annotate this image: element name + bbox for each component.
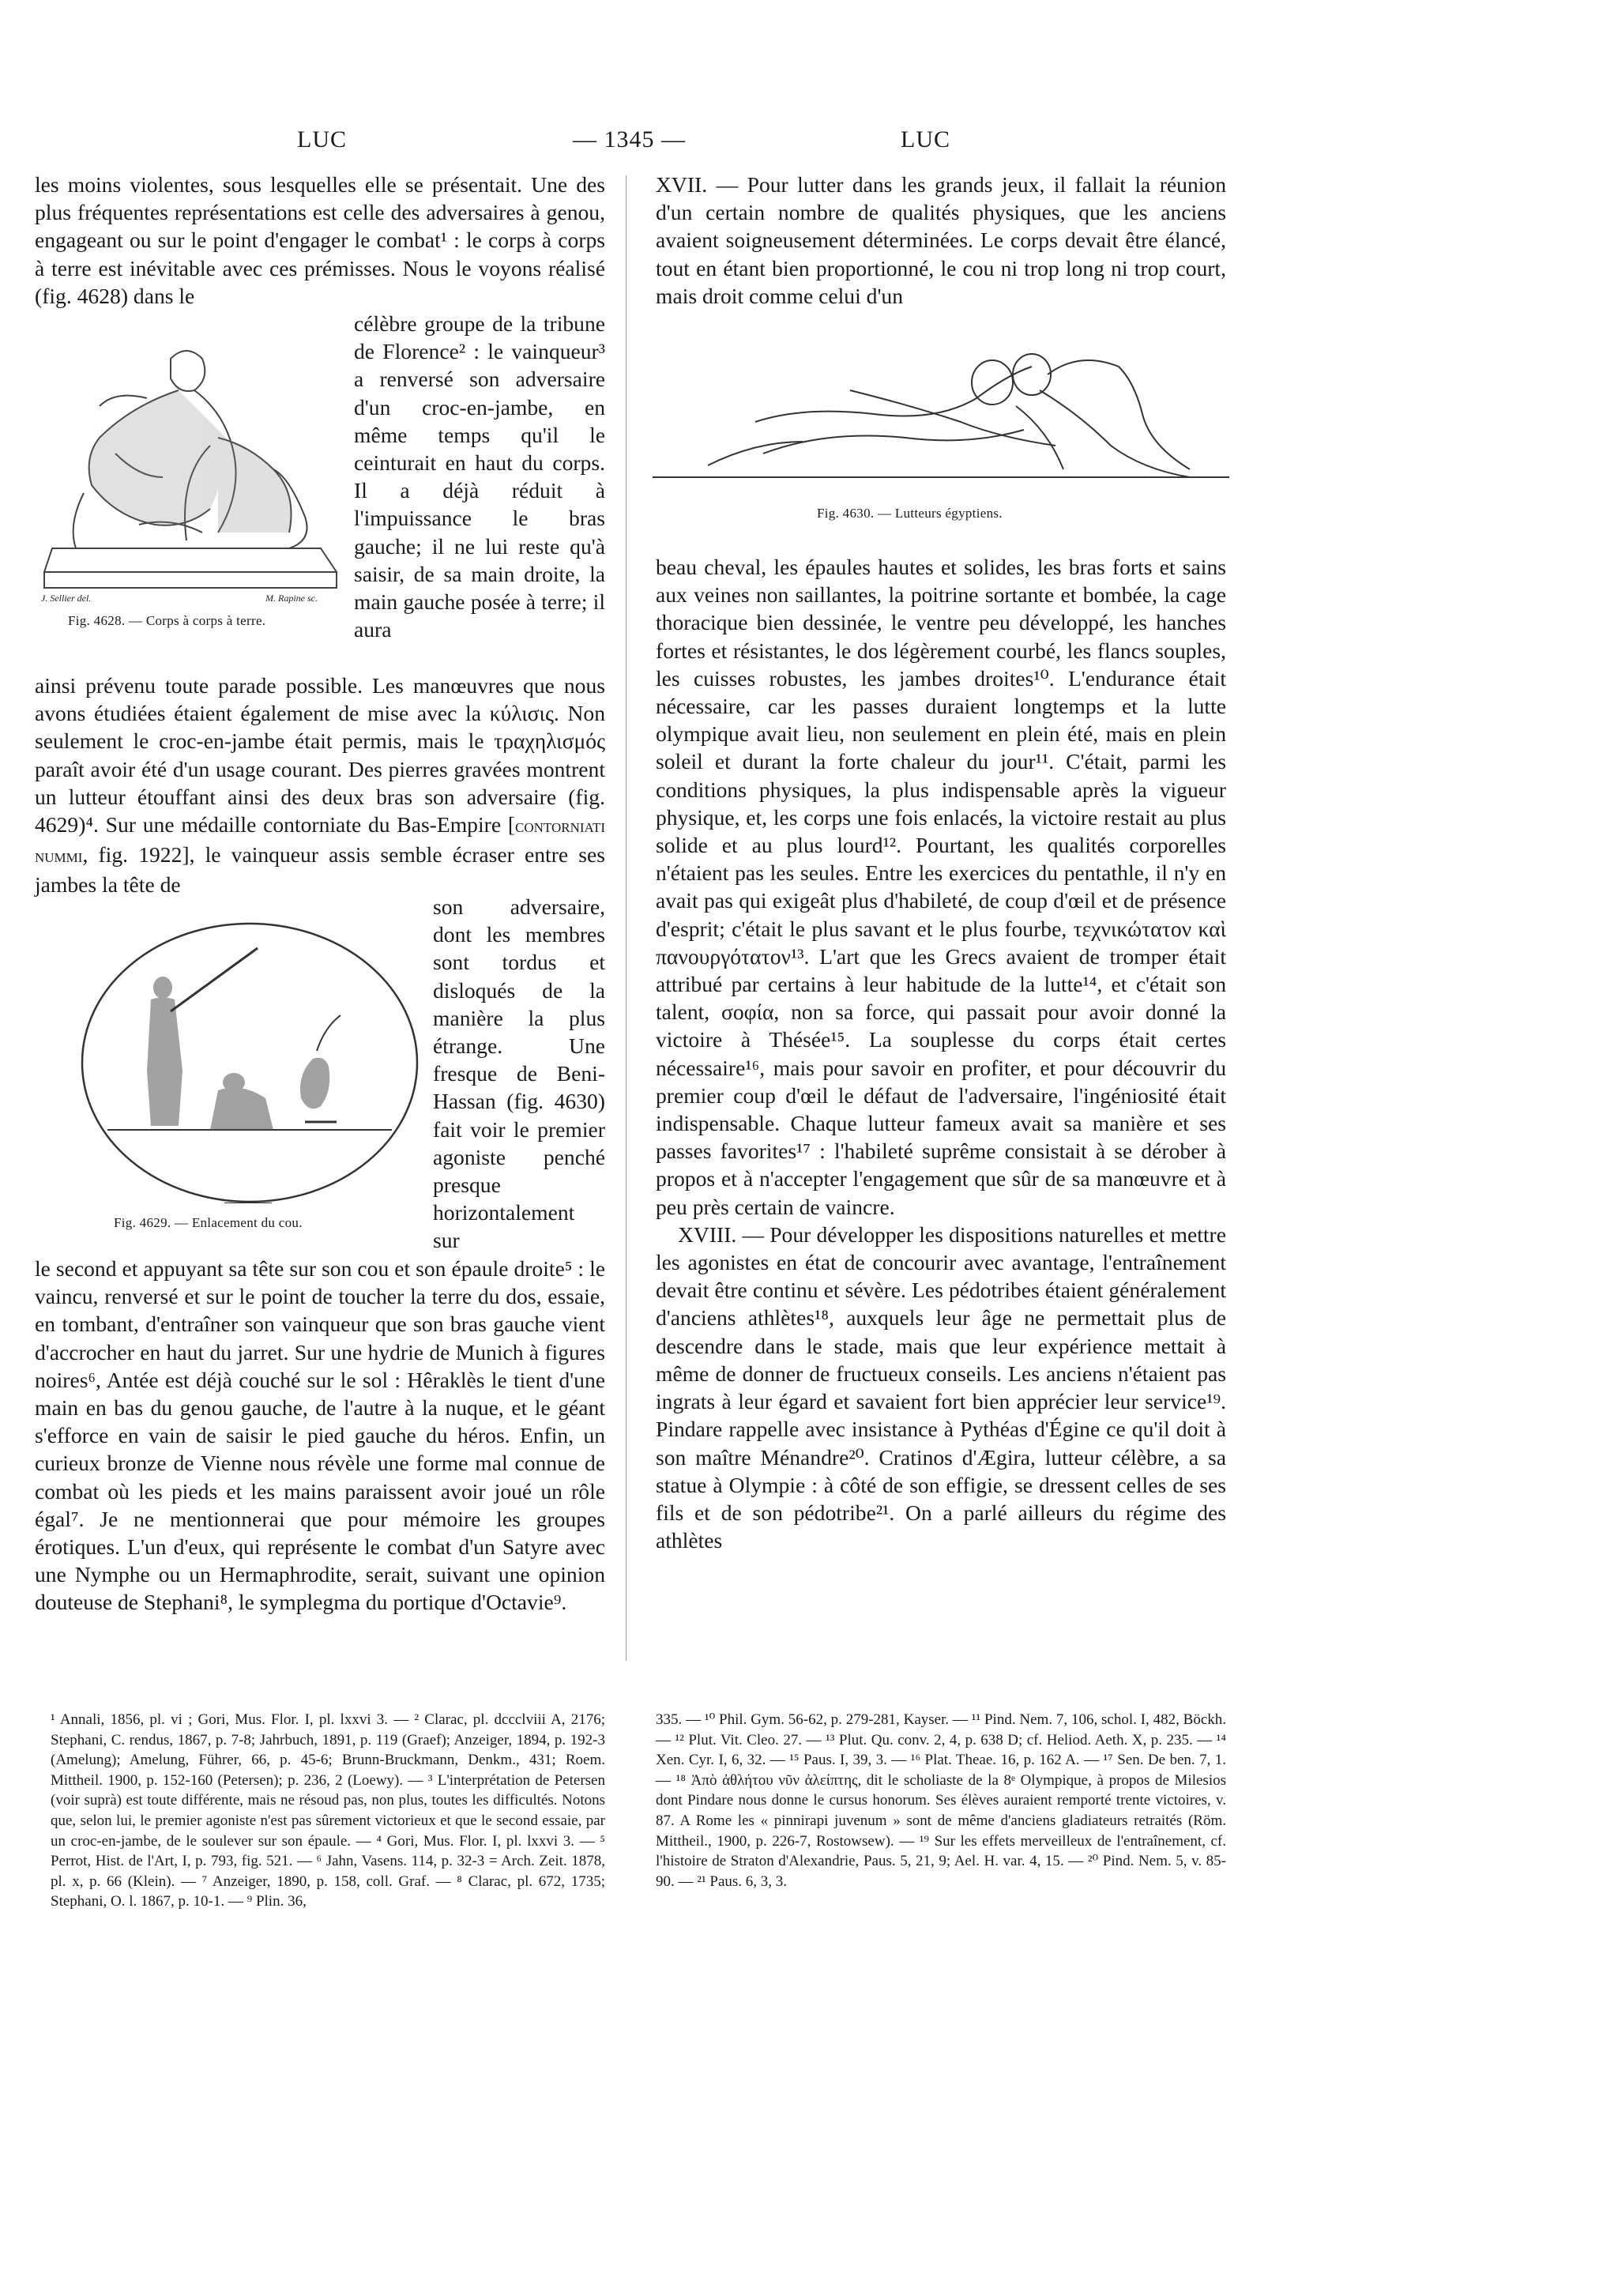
ref-contorniati: contorniati nummi bbox=[35, 816, 605, 868]
right-paragraph-xvii: XVII. — Pour lutter dans les grands jeux, il fallait la réunion d'un certain nombre de qualités physiques, que les anciens avaient soigneusement déterminées. Le corps devait être élancé, tout en étant bien proportionné, le cou ni trop long ni trop court, mais droit comme celui d'un bbox=[656, 172, 1226, 308]
right-paragraph-xvii-cont: beau cheval, les épaules hautes et solides, les bras forts et sains aux veines non saillantes, la poitrine sortante et bombée, la cage thoracique bien dessinée, le ventre peu développé, les hanches fortes et résistantes, le dos légèrement courbé, les flancs souples, les cuisses robustes, les jambes droites¹⁰. L'endurance était nécessaire, car les passes duraient longtemps et la lutte olympique avait lieu, non seulement en plein été, mais en plein soleil et durant la forte chaleur du jour¹¹. C'était, parmi les conditions physiques, la plus indispensable après la vigueur physique, et, les corps une fois enlacés, la victoire restait au plus solide et au plus lourd¹². Pourtant, les qualités corporelles n'étaient pas les seules. Entre les exercices du pentathle, il n'y en avait pas qui exigeât plus d'habileté, de coup d'œil et de présence d'esprit; c'était le plus savant et le plus fourbe, τεχνικώτατον καὶ πανουργότατον¹³. L'art que les Grecs avaient de tromper était attribué par certains à leur habitude de la lutte¹⁴, et c'était son talent, σοφία, non sa force, qui passait pour avoir donné la victoire à Thésée¹⁵. La souplesse du corps était certes nécessaire¹⁶, mais pour savoir en profiter, et pour découvrir du premier coup d'œil le défaut de l'adversaire, l'ingéniosité était indispensable. Chaque lutteur fameux avait sa manière et ses passes favorites¹⁷ : l'habileté suprême consistait à se dérober à propos et à n'accepter l'engagement que sûr de sa manœuvre et à peu près certain de vaincre. bbox=[656, 555, 1226, 1219]
figure-4628-engraver-left: J. Sellier del. bbox=[41, 593, 92, 604]
figure-4629-caption: Fig. 4629. — Enlacement du cou. bbox=[114, 1215, 303, 1230]
figure-4628-caption: Fig. 4628. — Corps à corps à terre. bbox=[68, 613, 266, 628]
right-footnotes bbox=[656, 1710, 1226, 1891]
left-paragraph-1: les moins violentes, sous lesquelles elle se présentait. Une des plus fréquentes représentations est celle des adversaires à genou, engageant ou sur le point d'engager le combat¹ : le corps à corps à terre est inévitable avec ces prémisses. Nous le voyons réalisé (fig. 4628) dans le bbox=[35, 172, 605, 308]
left-footnotes bbox=[51, 1710, 605, 1912]
right-text-top bbox=[656, 171, 1226, 310]
left-footnotes-text: ¹ Annali, 1856, pl. vi ; Gori, Mus. Flor. I, pl. lxxvi 3. — ² Clarac, pl. dccclviii A, 2176; Stephani, C. rendus, 1867, p. 7-8; Jahrbuch, 1891, p. 119 (Graef); Anzeiger, 1894, p. 192-3 (Amelung); Amelung, Führer, 66, p. 45-6; Brunn-Bruckmann, Denkm., 431; Roem. Mittheil. 1900, p. 152-160 (Petersen); p. 236, 2 (Loewy). — ³ L'interprétation de Petersen (voir suprà) est toute différente, mais ne résoud pas, non plus, toutes les difficultés. Notons que, selon lui, le premier agoniste n'est pas sûrement victorieux et que le second essaie, par un croc-en-jambe, de le soulever sur son épaule. — ⁴ Gori, Mus. Flor. I, pl. lxxvi 3. — ⁵ Perrot, Hist. de l'Art, I, p. 793, fig. 521. — ⁶ Jahn, Vasens. 114, p. 32-3 = Arch. Zeit. 1878, pl. x, p. 66 (Klein). — ⁷ Anzeiger, 1890, p. 158, coll. Graf. — ⁸ Clarac, pl. 672, 1735; Stephani, O. l. 1867, p. 10-1. — ⁹ Plin. 36, bbox=[51, 1711, 605, 1910]
column-divider bbox=[626, 175, 627, 1661]
left-paragraph-1-after-b: , fig. 1922], le vainqueur assis semble écraser entre ses jambes la tête de bbox=[35, 842, 605, 898]
page-number: — 1345 — bbox=[573, 126, 686, 152]
figure-4630-caption: Fig. 4630. — Lutteurs égyptiens. bbox=[817, 506, 1003, 521]
left-text-beside-fig-4629 bbox=[433, 893, 605, 1255]
left-text-beside-fig-4628 bbox=[354, 310, 605, 643]
engraved-gem-illustration bbox=[76, 917, 423, 1209]
left-paragraph-1-beside: célèbre groupe de la tribune de Florence² : le vainqueur³ a renversé son adversaire d'un croc-en-jambe, en même temps qu'il le ceinturait en haut du corps. Il a déjà réduit à l'impuissance le bras gauche; il ne lui reste qu'à saisir, de sa main droite, la main gauche posée à terre; il aura bbox=[354, 311, 605, 642]
left-paragraph-1-after bbox=[35, 672, 605, 899]
left-paragraph-1-after-a: ainsi prévenu toute parade possible. Les manœuvres que nous avons étudiées étaient également de mise avec la κύλισις. Non seulement le croc-en-jambe était permis, mais le τραχηλισμός paraît avoir été d'un usage courant. Des pierres gravées montrent un lutteur étouffant ainsi des deux bras son adversaire (fig. 4629)⁴. Sur une médaille contorniate du Bas-Empire [ bbox=[35, 673, 605, 837]
figure-4628-engraver-right: M. Rapine sc. bbox=[265, 593, 318, 604]
figure-4630 bbox=[653, 327, 1229, 540]
left-text-top bbox=[35, 171, 605, 310]
running-head-right: LUC bbox=[901, 126, 950, 152]
left-text-bottom bbox=[35, 1255, 605, 1617]
right-paragraph-xviii: XVIII. — Pour développer les dispositions naturelles et mettre les agonistes en état de concourir avec avantage, l'entraînement devait être continu et sévère. Les pédotribes étaient généralement d'anciens athlètes¹⁸, auxquels leur âge ne permettait plus de descendre dans le stade, mais que leur expérience mettait à même de donner de fructueux conseils. Les anciens n'étaient pas ingrats à leur égard et savaient fort bien apprécier leur service¹⁹. Pindare rappelle avec insistance à Pythéas d'Égine ce qu'il doit à son maître Ménandre²⁰. Cratinos d'Ægira, lutteur célèbre, a sa statue à Olympie : à côté de son effigie, se dressent celles de ses fils et de son pédotribe²¹. On a parlé ailleurs du régime des athlètes bbox=[656, 1221, 1226, 1553]
figure-4629 bbox=[76, 917, 423, 1248]
running-head-left: LUC bbox=[297, 126, 347, 152]
left-paragraph-2-after: le second et appuyant sa tête sur son cou et son épaule droite⁵ : le vaincu, renversé et sur le point de toucher la terre du dos, essaie, en tombant, d'entraîner son vainqueur que son bras gauche vient d'accrocher en haut du jarret. Sur une hydrie de Munich à figures noires⁶, Antée est déjà couché sur le sol : Hêraklès le tient d'une main en bas du genou gauche, de l'autre à la nuque, et le géant s'efforce en vain de saisir le pied gauche du héros. Enfin, un curieux bronze de Vienne nous révèle une forme mal connue de combat où les pieds et les mains paraissent avoir joué un rôle égal⁷. Je ne mentionnerai que pour mémoire les groupes érotiques. L'un d'eux, qui représente le combat d'un Satyre avec une Nymphe ou un Hermaphrodite, serait, suivant une opinion douteuse de Stephani⁸, le symplegma du portique d'Octavie⁹. bbox=[35, 1256, 605, 1615]
right-text-middle bbox=[656, 553, 1226, 1554]
egyptian-wrestlers-illustration bbox=[653, 327, 1229, 489]
right-footnotes-text: 335. — ¹⁰ Phil. Gym. 56-62, p. 279-281, Kayser. — ¹¹ Pind. Nem. 7, 106, schol. I, 482, Böckh. — ¹² Plut. Vit. Cleo. 27. — ¹³ Plut. Qu. conv. 2, 4, p. 638 D; cf. Heliod. Aeth. X, p. 235. — ¹⁴ Xen. Cyr. I, 6, 32. — ¹⁵ Paus. I, 39, 3. — ¹⁶ Plat. Theae. 16, p. 162 A. — ¹⁷ Sen. De ben. 7, 1. — ¹⁸ Ἀπὸ ἀθλήτου νῦν ἀλείπτης, dit le scholiaste de la 8ᵉ Olympique, à propos de Milesios dont Pindare nous donne le cursus honorum. Ses élèves auraient remporté trente victoires, v. 87. A Rome les « pinnirapi juvenum » sont de même d'anciens gladiateurs retraités (Röm. Mittheil., 1900, p. 226-7, Rostowsew). — ¹⁹ Sur les effets merveilleux de l'entraînement, cf. l'histoire de Straton d'Alexandrie, Paus. 5, 21, 9; Ael. H. var. 4, 15. — ²⁰ Pind. Nem. 5, v. 85-90. — ²¹ Paus. 6, 3, 3. bbox=[656, 1711, 1226, 1890]
left-text-middle bbox=[35, 672, 605, 899]
left-paragraph-2-beside: son adversaire, dont les membres sont tordus et disloqués de la manière la plus étrange. Une fresque de Beni-Hassan (fig. 4630) fait voir le premier agoniste penché presque horizontalement sur bbox=[433, 894, 605, 1253]
wrestlers-statue-illustration bbox=[36, 335, 344, 608]
figure-4628 bbox=[36, 335, 344, 635]
